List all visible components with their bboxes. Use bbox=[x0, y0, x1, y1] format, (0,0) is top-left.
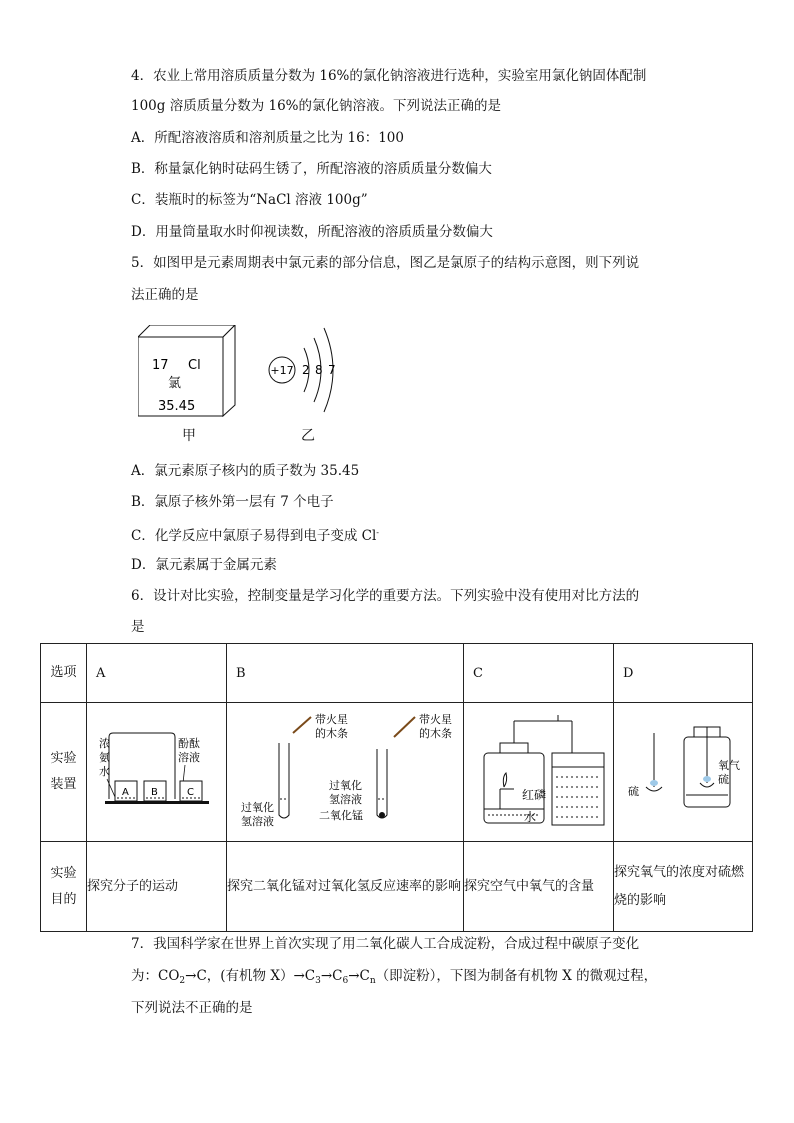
fig-a-cell bbox=[87, 703, 227, 842]
fig-a-beaker-c: C bbox=[187, 787, 194, 798]
q7-sub-6: 6 bbox=[342, 976, 349, 986]
q7-stem-line2 bbox=[131, 966, 657, 991]
q7-sub-2: 2 bbox=[179, 976, 186, 986]
q7-sub-3: 3 bbox=[315, 976, 321, 986]
q4-option-d: D．用量筒量取水时仰视读数，所配溶液的溶质质量分数偏大 bbox=[131, 224, 493, 240]
fig-b-left-1: 过氧化 bbox=[241, 801, 274, 814]
fig-c-phosphorus: 红磷 bbox=[522, 788, 547, 802]
goal-c: 探究空气中氧气的含量 bbox=[464, 842, 614, 932]
header-option: 选项 bbox=[41, 644, 87, 703]
element-cell-figure bbox=[138, 325, 238, 417]
q7-c6: →C bbox=[320, 968, 343, 984]
q7-cn: →C bbox=[348, 968, 370, 984]
fig-a-label-3: 水 bbox=[99, 765, 110, 778]
fig-d-sulfur-left: 硫 bbox=[628, 785, 639, 798]
q7-suffix: （即淀粉），下图为制备有机物 X 的微观过程， bbox=[375, 968, 658, 984]
q4-option-c: C．装瓶时的标签为“NaCl 溶液 100g” bbox=[131, 192, 368, 208]
q6-stem-line1: 6．设计对比实验，控制变量是学习化学的重要方法。下列实验中没有使用对比方法的 bbox=[131, 588, 640, 604]
fig-a-phenol-1: 酚酞 bbox=[178, 737, 200, 750]
table-goal-row bbox=[41, 842, 753, 932]
goal-label-line1: 实验 bbox=[50, 865, 77, 881]
q5-option-c-sup: - bbox=[376, 528, 379, 537]
fig-a-label-1: 浓 bbox=[99, 737, 110, 750]
element-atomic-number: 17 bbox=[152, 358, 169, 373]
q6-stem-line2: 是 bbox=[131, 619, 145, 635]
table-apparatus-row bbox=[41, 703, 753, 842]
q4-stem-line2: 100g 溶质质量分数为 16%的氯化钠溶液。下列说法正确的是 bbox=[131, 98, 501, 114]
apparatus-label bbox=[41, 703, 87, 842]
q7-mid: →C，(有机物 X）→C bbox=[185, 968, 316, 984]
header-b: B bbox=[227, 644, 464, 703]
fig-b-left-2: 氢溶液 bbox=[241, 815, 274, 828]
fig-d-sulfur-combustion bbox=[614, 703, 752, 837]
q7-prefix: 为：CO bbox=[131, 968, 180, 984]
element-mass: 35.45 bbox=[158, 399, 196, 414]
q5-option-c bbox=[131, 523, 379, 546]
q5-stem-line1: 5．如图甲是元素周期表中氯元素的部分信息，图乙是氯原子的结构示意图，则下列说 bbox=[131, 255, 640, 271]
fig-a-phenol-2: 溶液 bbox=[178, 751, 200, 764]
shell-3-electrons: 7 bbox=[328, 363, 336, 377]
fig-b-stick1-2: 的木条 bbox=[315, 727, 348, 740]
q5-option-d: D．氯元素属于金属元素 bbox=[131, 557, 277, 573]
q5-option-b: B．氯原子核外第一层有 7 个电子 bbox=[131, 494, 334, 510]
goal-label bbox=[41, 842, 87, 932]
fig-b-right-3: 二氧化锰 bbox=[319, 809, 363, 822]
header-a: A bbox=[87, 644, 227, 703]
q4-stem-line1: 4．农业上常用溶质质量分数为 16%的氯化钠溶液进行选种，实验室用氯化钠固体配制 bbox=[131, 68, 647, 84]
element-symbol: Cl bbox=[188, 358, 201, 373]
atom-structure-figure bbox=[262, 322, 352, 417]
fig-b-right-2: 氢溶液 bbox=[329, 793, 362, 806]
header-c: C bbox=[464, 644, 614, 703]
q4-option-b: B．称量氯化钠时砝码生锈了，所配溶液的溶质质量分数偏大 bbox=[131, 161, 492, 177]
fig-d-sulfur-right: 硫 bbox=[718, 773, 729, 786]
shell-2-electrons: 8 bbox=[315, 363, 323, 377]
fig-a-beaker-b: B bbox=[151, 787, 158, 798]
fig-b-stick2-1: 带火星 bbox=[419, 713, 452, 726]
q4-option-a: A．所配溶液溶质和溶剂质量之比为 16：100 bbox=[131, 130, 404, 146]
fig-b-stick1-1: 带火星 bbox=[315, 713, 348, 726]
goal-label-line2: 目的 bbox=[50, 891, 77, 907]
fig-c-oxygen-content bbox=[464, 703, 613, 837]
nucleus-charge: +17 bbox=[270, 364, 294, 377]
fig-a-label-2: 氨 bbox=[99, 751, 110, 764]
caption-jia: 甲 bbox=[182, 428, 196, 444]
shell-1-electrons: 2 bbox=[302, 363, 310, 377]
fig-b-cell bbox=[227, 703, 464, 842]
q7-sub-n: n bbox=[369, 976, 376, 986]
header-d: D bbox=[614, 644, 753, 703]
fig-b-right-1: 过氧化 bbox=[329, 779, 362, 792]
fig-a-ammonia-diffusion bbox=[87, 703, 226, 837]
table-header-row bbox=[41, 644, 753, 703]
q5-option-a: A．氯元素原子核内的质子数为 35.45 bbox=[131, 463, 360, 479]
q7-stem-line3: 下列说法不正确的是 bbox=[131, 1000, 253, 1016]
fig-c-cell bbox=[464, 703, 614, 842]
fig-d-cell bbox=[614, 703, 753, 842]
goal-a: 探究分子的运动 bbox=[87, 842, 227, 932]
apparatus-label-line1: 实验 bbox=[50, 751, 77, 766]
element-name: 氯 bbox=[168, 376, 182, 391]
q7-stem-line1: 7．我国科学家在世界上首次实现了用二氧化碳人工合成淀粉，合成过程中碳原子变化 bbox=[131, 936, 640, 952]
goal-d: 探究氧气的浓度对硫燃烧的影响 bbox=[614, 842, 753, 932]
fig-c-water: 水 bbox=[524, 810, 537, 824]
q5-stem-line2: 法正确的是 bbox=[131, 287, 199, 303]
apparatus-label-line2: 装置 bbox=[50, 777, 77, 792]
fig-b-stick2-2: 的木条 bbox=[419, 727, 452, 740]
experiment-table bbox=[40, 643, 753, 932]
q5-option-c-text: C．化学反应中氯原子易得到电子变成 Cl bbox=[131, 528, 377, 544]
fig-d-oxygen: 氧气 bbox=[718, 759, 740, 772]
goal-b: 探究二氧化锰对过氧化氢反应速率的影响 bbox=[227, 842, 464, 932]
fig-b-mno2-comparison bbox=[227, 703, 463, 837]
fig-a-beaker-a: A bbox=[122, 787, 129, 798]
caption-yi: 乙 bbox=[301, 428, 315, 444]
